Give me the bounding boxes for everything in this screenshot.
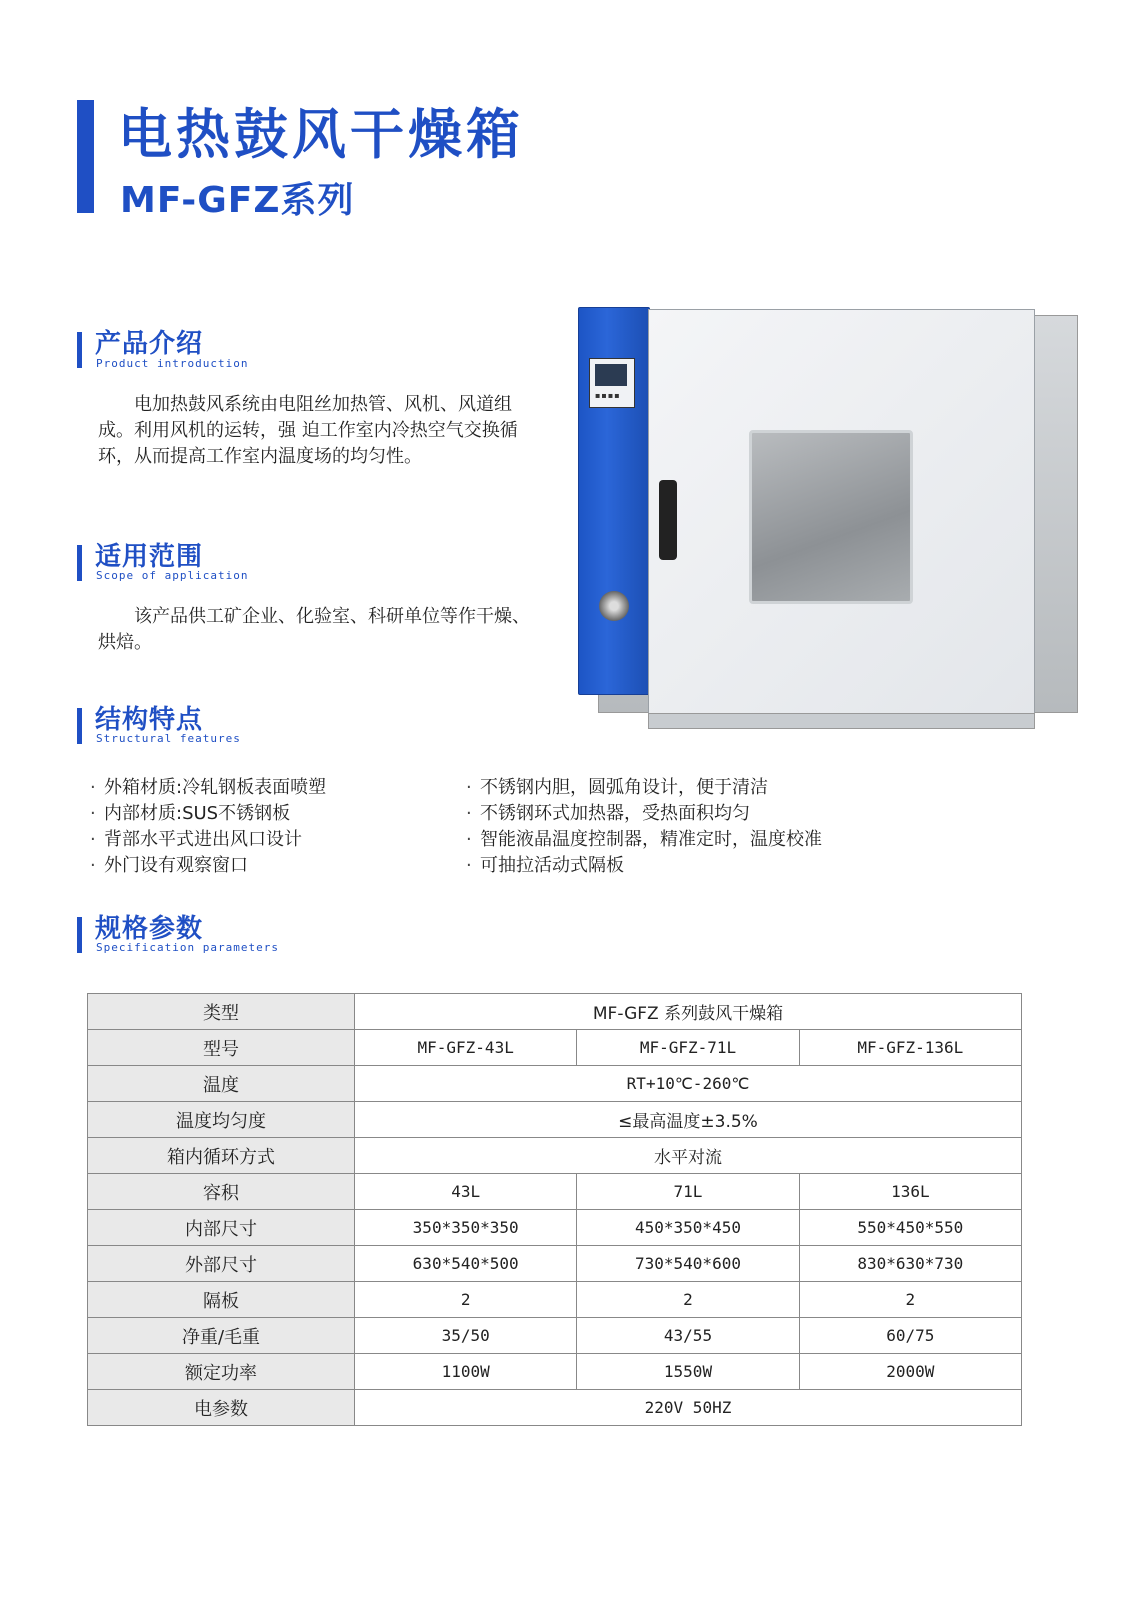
table-row <box>88 1354 1022 1390</box>
list-item: · 内部材质:SUS不锈钢板 <box>90 801 326 827</box>
bullet-dot-icon: · <box>466 777 472 798</box>
row-label: 容积 <box>88 1174 355 1210</box>
page-subtitle: MF-GFZ系列 <box>120 180 355 221</box>
table-cell: 2 <box>577 1282 799 1318</box>
list-item: · 不锈钢内胆，圆弧角设计，便于清洁 <box>466 775 822 801</box>
table-cell: 43/55 <box>577 1318 799 1354</box>
table-row <box>88 1102 1022 1138</box>
row-label: 电参数 <box>88 1390 355 1426</box>
page-title: 电热鼓风干燥箱 <box>118 103 524 166</box>
list-item: · 外箱材质:冷轧钢板表面喷塑 <box>90 775 326 801</box>
table-cell: 71L <box>577 1174 799 1210</box>
table-cell: 2 <box>355 1282 577 1318</box>
table-row <box>88 1030 1022 1066</box>
bullet-dot-icon: · <box>90 803 96 824</box>
table-cell: ≤最高温度±3.5% <box>355 1102 1022 1138</box>
table-cell: 350*350*350 <box>355 1210 577 1246</box>
observation-window <box>749 430 913 604</box>
table-row <box>88 1174 1022 1210</box>
table-row <box>88 1210 1022 1246</box>
table-cell: 550*450*550 <box>799 1210 1021 1246</box>
table-row <box>88 994 1022 1030</box>
table-cell: 1550W <box>577 1354 799 1390</box>
table-row <box>88 1318 1022 1354</box>
table-row <box>88 1246 1022 1282</box>
table-cell: 136L <box>799 1174 1021 1210</box>
section-subtitle-intro: Product introduction <box>96 357 249 370</box>
bullet-dot-icon: · <box>466 829 472 850</box>
list-item: · 可抽拉活动式隔板 <box>466 853 822 879</box>
table-cell: 43L <box>355 1174 577 1210</box>
row-label: 箱内循环方式 <box>88 1138 355 1174</box>
section-subtitle-specs: Specification parameters <box>96 941 279 954</box>
scope-paragraph: 该产品供工矿企业、化验室、科研单位等作干燥、烘焙。 <box>98 606 530 653</box>
table-cell: MF-GFZ-43L <box>355 1030 577 1066</box>
section-title-scope: 适用范围 <box>95 542 204 572</box>
row-label: 温度均匀度 <box>88 1102 355 1138</box>
table-cell: RT+10℃-260℃ <box>355 1066 1022 1102</box>
table-cell: MF-GFZ 系列鼓风干燥箱 <box>355 994 1022 1030</box>
table-cell: 1100W <box>355 1354 577 1390</box>
table-cell: 2 <box>799 1282 1021 1318</box>
section-subtitle-scope: Scope of application <box>96 569 249 582</box>
table-cell: 450*350*450 <box>577 1210 799 1246</box>
table-cell: 630*540*500 <box>355 1246 577 1282</box>
row-label: 型号 <box>88 1030 355 1066</box>
section-accent-bar <box>77 332 82 368</box>
row-label: 类型 <box>88 994 355 1030</box>
bullet-dot-icon: · <box>466 855 472 876</box>
row-label: 隔板 <box>88 1282 355 1318</box>
table-row <box>88 1282 1022 1318</box>
features-left-column <box>90 775 326 879</box>
table-row <box>88 1066 1022 1102</box>
table-row <box>88 1390 1022 1426</box>
list-item: · 外门设有观察窗口 <box>90 853 326 879</box>
row-label: 外部尺寸 <box>88 1246 355 1282</box>
title-accent-bar <box>77 100 94 213</box>
intro-paragraph: 电加热鼓风系统由电阻丝加热管、风机、风道组成。利用风机的运转，强 迫工作室内冷热空气交换循环，从而提高工作室内温度场的均匀性。 <box>98 394 518 467</box>
section-accent-bar <box>77 708 82 744</box>
door-handle <box>659 480 677 560</box>
bullet-dot-icon: · <box>90 777 96 798</box>
controller-buttons: ▪▪▪▪ <box>595 391 621 400</box>
section-title-intro: 产品介绍 <box>95 329 204 359</box>
section-accent-bar <box>77 545 82 581</box>
row-label: 净重/毛重 <box>88 1318 355 1354</box>
bullet-dot-icon: · <box>466 803 472 824</box>
table-cell: 830*630*730 <box>799 1246 1021 1282</box>
power-knob-icon <box>599 591 629 621</box>
section-title-features: 结构特点 <box>95 705 204 735</box>
bullet-dot-icon: · <box>90 855 96 876</box>
table-cell: 730*540*600 <box>577 1246 799 1282</box>
product-image <box>578 315 1076 733</box>
list-item: · 不锈钢环式加热器，受热面积均匀 <box>466 801 822 827</box>
list-item: · 背部水平式进出风口设计 <box>90 827 326 853</box>
table-row <box>88 1138 1022 1174</box>
table-cell: 2000W <box>799 1354 1021 1390</box>
table-cell: 35/50 <box>355 1318 577 1354</box>
cabinet-base <box>648 713 1035 729</box>
table-cell: MF-GFZ-71L <box>577 1030 799 1066</box>
features-right-column <box>466 775 822 879</box>
lcd-screen <box>595 364 627 386</box>
section-title-specs: 规格参数 <box>95 914 204 944</box>
temperature-controller-display <box>589 358 635 408</box>
table-cell: 水平对流 <box>355 1138 1022 1174</box>
section-accent-bar <box>77 917 82 953</box>
table-cell: 60/75 <box>799 1318 1021 1354</box>
control-panel <box>578 307 650 695</box>
spec-table <box>87 993 1022 1426</box>
cabinet-door <box>648 309 1035 716</box>
table-cell: MF-GFZ-136L <box>799 1030 1021 1066</box>
section-subtitle-features: Structural features <box>96 732 241 745</box>
list-item: · 智能液晶温度控制器，精准定时，温度校准 <box>466 827 822 853</box>
row-label: 内部尺寸 <box>88 1210 355 1246</box>
bullet-dot-icon: · <box>90 829 96 850</box>
row-label: 额定功率 <box>88 1354 355 1390</box>
row-label: 温度 <box>88 1066 355 1102</box>
table-cell: 220V 50HZ <box>355 1390 1022 1426</box>
